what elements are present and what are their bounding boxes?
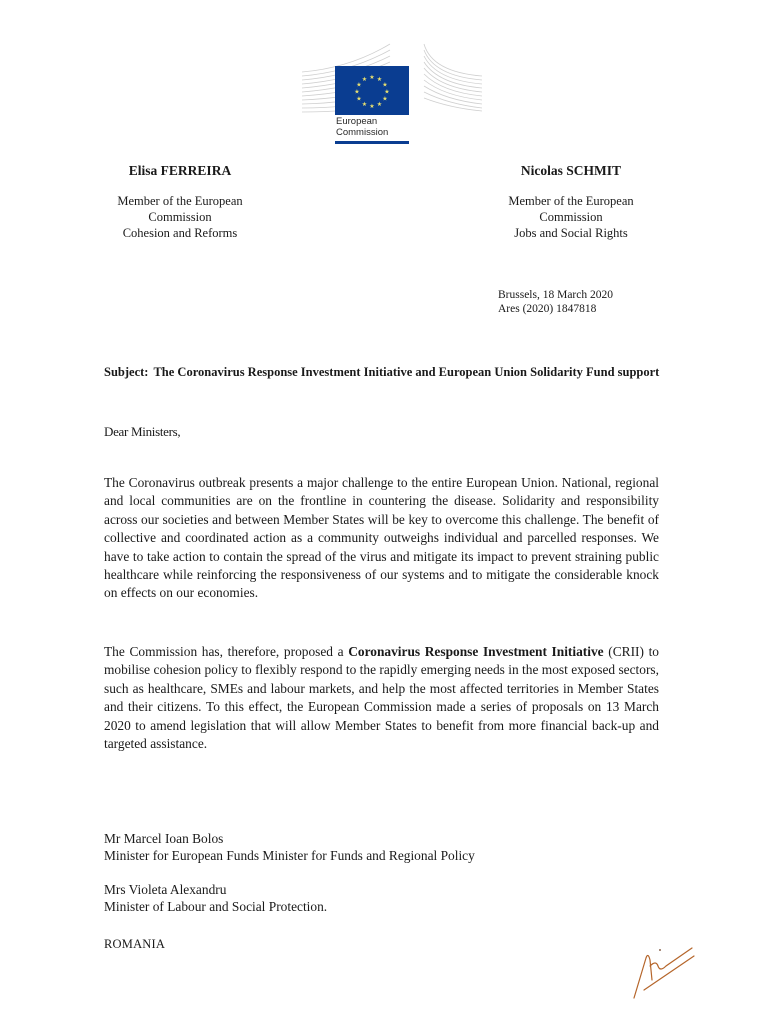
svg-text:★: ★ xyxy=(382,82,388,89)
role-line: Member of the European xyxy=(117,194,243,208)
svg-text:★: ★ xyxy=(356,82,362,89)
country: ROMANIA xyxy=(104,937,166,951)
logo-wordmark xyxy=(336,116,388,138)
european-commission-logo xyxy=(300,42,480,148)
subject-label: Subject: xyxy=(104,365,149,379)
commissioner-right xyxy=(461,163,681,241)
svg-text:★: ★ xyxy=(361,102,368,108)
body-paragraph-2 xyxy=(104,643,659,753)
role-line: Cohesion and Reforms xyxy=(122,226,238,240)
commissioner-name: Elisa FERREIRA xyxy=(128,163,232,178)
svg-text:★: ★ xyxy=(376,77,383,83)
addressee-name: Mr Marcel Ioan Bolos xyxy=(104,831,224,846)
svg-text:★: ★ xyxy=(356,96,362,103)
subject-text: The Coronavirus Response Investment Initiative and European Union Solidarity Fund support xyxy=(153,365,660,379)
salutation: Dear Ministers, xyxy=(104,424,181,439)
svg-text:★: ★ xyxy=(361,77,368,83)
body-paragraph-1: The Coronavirus outbreak presents a major challenge to the entire European Union. National, regional and local communities are on the frontline in countering the disease. Solidarity and responsibility across our societies and between Member States will be key to overcome this challenge. The benefit of collective and coordinated action as a community outweighs individual and parcelled responses. We have to take action to contain the spread of the virus and mitigate its impact to prevent straining public healthcare while reinforcing the responsiveness of our systems and to mitigate the considerable knock on effects on our economies. xyxy=(104,475,659,601)
addressee-title: Minister of Labour and Social Protection. xyxy=(104,899,328,914)
logo-line-2: Commission xyxy=(336,127,389,138)
svg-text:★: ★ xyxy=(384,89,390,96)
commissioner-name: Nicolas SCHMIT xyxy=(520,163,622,178)
logo-underline xyxy=(335,141,409,144)
role-line: Commission xyxy=(148,210,212,224)
building-lines-right-icon xyxy=(422,42,484,112)
letter-meta xyxy=(498,288,613,316)
place-date: Brussels, 18 March 2020 xyxy=(498,289,613,301)
addressee-title: Minister for European Funds Minister for Funds and Regional Policy xyxy=(104,848,475,863)
role-line: Jobs and Social Rights xyxy=(514,226,628,240)
eu-stars-icon xyxy=(335,66,409,115)
svg-text:★: ★ xyxy=(382,96,388,103)
subject-line xyxy=(104,365,664,380)
svg-text:★: ★ xyxy=(369,104,375,110)
addressee-name: Mrs Violeta Alexandru xyxy=(104,882,227,897)
addressee-1 xyxy=(104,830,475,864)
svg-text:★: ★ xyxy=(376,102,383,108)
logo-line-1: European xyxy=(336,116,378,127)
signature-icon xyxy=(628,936,708,1000)
svg-text:★: ★ xyxy=(354,89,360,96)
role-line: Member of the European xyxy=(508,194,634,208)
paragraph-2-intro: The Commission has, therefore, proposed a xyxy=(104,644,349,659)
addressee-2 xyxy=(104,881,327,915)
commissioner-role xyxy=(461,193,681,241)
svg-text:★: ★ xyxy=(369,75,375,81)
crii-name: Coronavirus Response Investment Initiative xyxy=(348,644,604,659)
role-line: Commission xyxy=(539,210,603,224)
paragraph-2-rest: (CRII) to mobilise cohesion policy to flexibly respond to the rapidly emerging needs in the most exposed sectors, such as healthcare, SMEs and labour markets, and help the most affected territories in Member States and their citizens. To this effect, the European Commission made a series of proposals on 13 March 2020 to amend legislation that will allow Member States to benefit from more financial back-up and targeted assistance. xyxy=(104,644,659,752)
reference-number: Ares (2020) 1847818 xyxy=(498,303,597,315)
commissioner-left xyxy=(70,163,290,241)
commissioner-role xyxy=(70,193,290,241)
eu-flag xyxy=(335,66,409,115)
